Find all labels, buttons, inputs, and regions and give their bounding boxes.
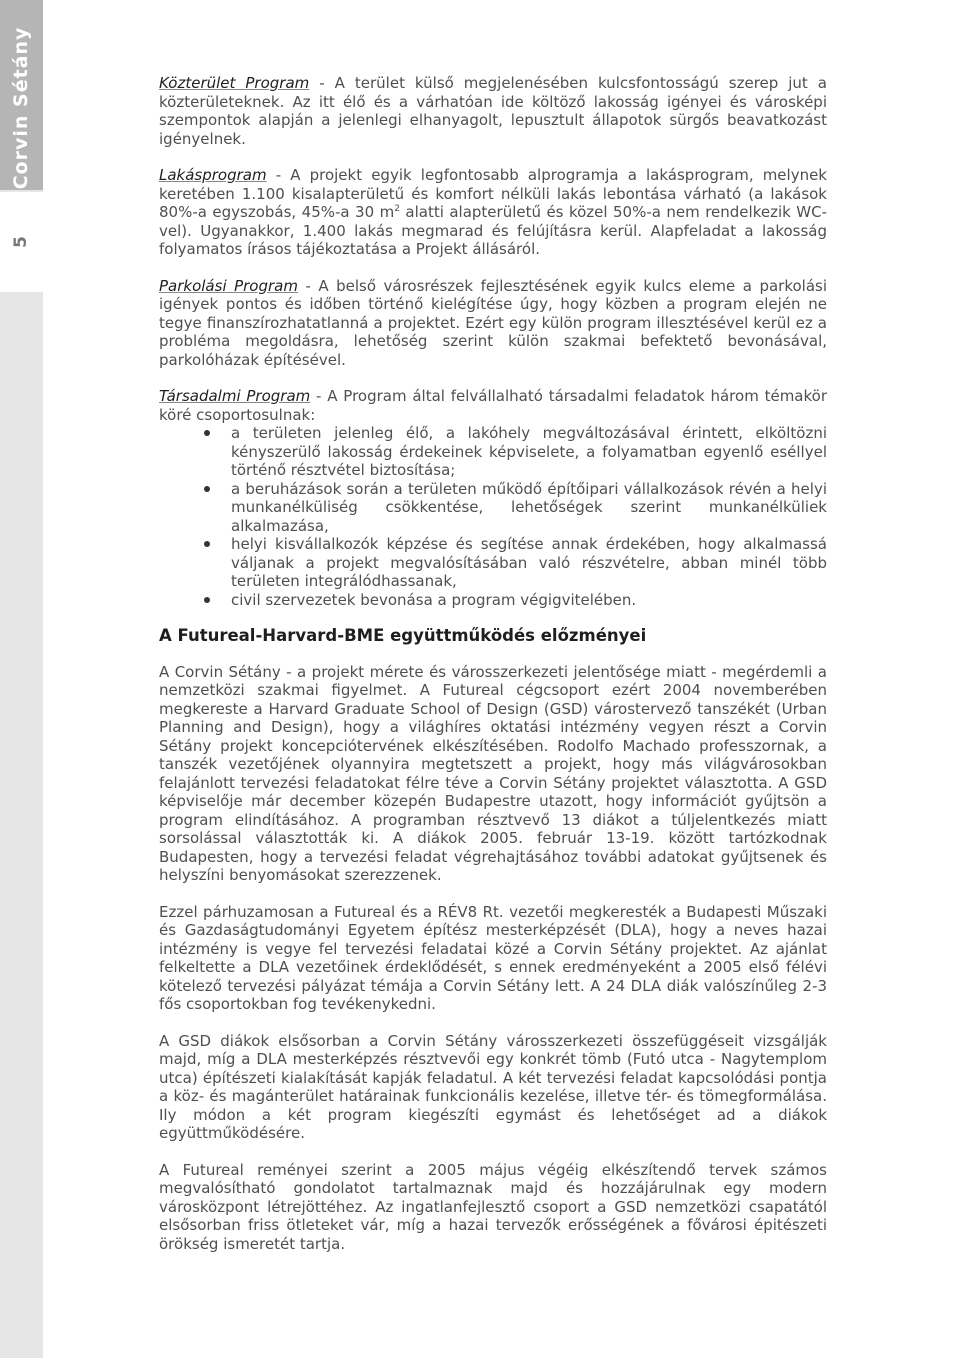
lakas-paragraph bbox=[159, 166, 827, 259]
section-heading: A Futureal-Harvard-BME együttműködés előzményei bbox=[159, 626, 647, 645]
list-item: a területen jelenleg élő, a lakóhely megváltozásával érintett, elköltözni kényszerülő lakosság érdekeinek képviselete, a folyamatban egyenlő eséllyel történő résztvétel biztosítása; bbox=[231, 424, 827, 479]
body-paragraph: A Corvin Sétány - a projekt mérete és városszerkezeti jelentősége miatt - megérdemli a nemzetközi szakmai figyelmet. A Futureal cégcsoport ezért 2004 novemberében megkereste a Harvard Graduate School of Design (GSD) várostervező tanszékét (Urban Planning and Design), hogy a világhíres oktatási intézmény vegyen részt a Corvin Sétány projekt koncepciótervének elkészítésében. Rodolfo Machado professzornak, a tanszék vezetőjének olyannyira megtetszett a projekt, hogy más világvárosokban felajánlott tervezési feladatokat félre téve a Corvin Sétány projektet választotta. A GSD képviselője már december közepén Budapestre utazott, hogy információt gyűjtsön a program elindításához. A programban résztvevő 13 diákot a túljelentkezés miatt sorsolással választották ki. A diákok 2005. február 13-19. között tartózkodnak Budapesten, hogy a tervezési feladat végrehajtásához további adatokat gyűjtsenek és helyszíni benyomásokat szerezzenek. bbox=[159, 662, 827, 884]
page-number-block bbox=[0, 192, 43, 292]
main-content bbox=[159, 74, 827, 1271]
parkolasi-text: - A belső városrészek fejlesztésének egyik kulcs eleme a parkolási igények pontos és időben történő kielégítése úgy, hogy közben a program elején ne tegye finanszírozhatatlanná a projektet. Ezért egy külön program illesztésével kerül ez a probléma megoldásra, lehetőség szerint külön szakmai befektető bevonásával, parkolóházak építésével. bbox=[159, 276, 827, 369]
lakas-text-b: alatti alapterületű és közel 50%-a nem rendelkezik WC-vel). Ugyanakkor, 1.400 lakás megmarad és felújításra kerül. Alapfeladat a lakosság folyamatos írásos tájékoztatása a Projekt állásáról. bbox=[159, 203, 827, 258]
kozterulet-term: Közterület Program bbox=[159, 74, 310, 92]
body-paragraph: A GSD diákok elsősorban a Corvin Sétány városszerkezeti összefüggéseit vizsgálják majd, míg a DLA mesterképzés résztvevői egy konkrét tömb (Futó utca - Nagytemplom utca) építészeti kialakítását kapják feladatul. A két tervezési feladat kapcsolódási pontja a köz- és magánterület határainak funkcionális kezelése, illetve tér- és tömegformálása. Ily módon a két program kiegészíti egymást és lehetőséget ad a diákok együttműködésére. bbox=[159, 1031, 827, 1142]
lakas-text-a: - A projekt egyik legfontosabb alprogramja a lakásprogram, melynek keretében 1.100 kisalapterületű és komfort nélküli lakás lebontása várható (a lakások 80%-a egyszobás, 45%-a 30 m bbox=[159, 166, 827, 221]
sidebar-title-block bbox=[0, 0, 43, 190]
lakas-term: Lakásprogram bbox=[159, 166, 267, 184]
list-item: helyi kisvállalkozók képzése és segítése annak érdekében, hogy alkalmassá váljanak a projekt megvalósításában való részvételre, abban minél több területen integrálódhassanak, bbox=[231, 535, 827, 590]
body-paragraph: A Futureal reményei szerint a 2005 május végéig elkészítendő tervek számos megvalósítható gondolatot tartalmaznak majd és hozzájárulnak egy modern városközpont létrejöttéhez. Az ingatlanfejlesztő csoport a GSD nemzetközi csapatától elsősorban friss ötleteket vár, míg a hazai tervezők erősségének a fővárosi épitészeti örökség ismeretét tartja. bbox=[159, 1160, 827, 1253]
parkolasi-term: Parkolási Program bbox=[159, 276, 298, 295]
tarsadalmi-bullet-list bbox=[159, 424, 827, 609]
list-item: civil szervezetek bevonása a program végigvitelében. bbox=[231, 591, 827, 610]
kozterulet-paragraph bbox=[159, 74, 827, 148]
list-item: a beruházások során a területen működő építőipari vállalkozások révén a helyi munkanélküliség csökkentése, lehetőségek szerint munkanélküliek alkalmazása, bbox=[231, 479, 827, 535]
lakas-sup: 2 bbox=[394, 204, 400, 214]
parkolasi-paragraph bbox=[159, 277, 827, 370]
tarsadalmi-text: - A Program által felvállalható társadalmi feladatok három témakör köré csoportosulnak: bbox=[159, 387, 827, 424]
kozterulet-text: - A terület külső megjelenésében kulcsfontosságú szerep jut a közterületeknek. Az itt élő és a várhatóan ide költöző lakosság igényei és városképi szempontok alapján a jelenlegi elhanyagolt, lepusztult állapotok sürgős beavatkozást igényelnek. bbox=[159, 74, 827, 148]
body-paragraph: Ezzel párhuzamosan a Futureal és a RÉV8 Rt. vezetői megkeresték a Budapesti Műszaki és Gazdaságtudományi Egyetem építész mesterképzését (DLA), hogy a neves hazai intézmény is vegye fel tervezési feladatai közé a Corvin Sétány projektet. Az ajánlat felkeltette a DLA vezetőinek érdeklődését, s ennek eredményeként a 2005 első félévi kötelező tervezési pályázat témája a Corvin Sétány lett. A 24 DLA diák valószínűleg 2-3 fős csoportokban fog tevékenykedni. bbox=[159, 902, 827, 1013]
sidebar-title: Corvin Sétány bbox=[10, 26, 32, 190]
tarsadalmi-paragraph bbox=[159, 387, 827, 424]
page-number: 5 bbox=[11, 236, 31, 248]
tarsadalmi-term: Társadalmi Program bbox=[159, 387, 311, 405]
sidebar bbox=[0, 0, 43, 1358]
